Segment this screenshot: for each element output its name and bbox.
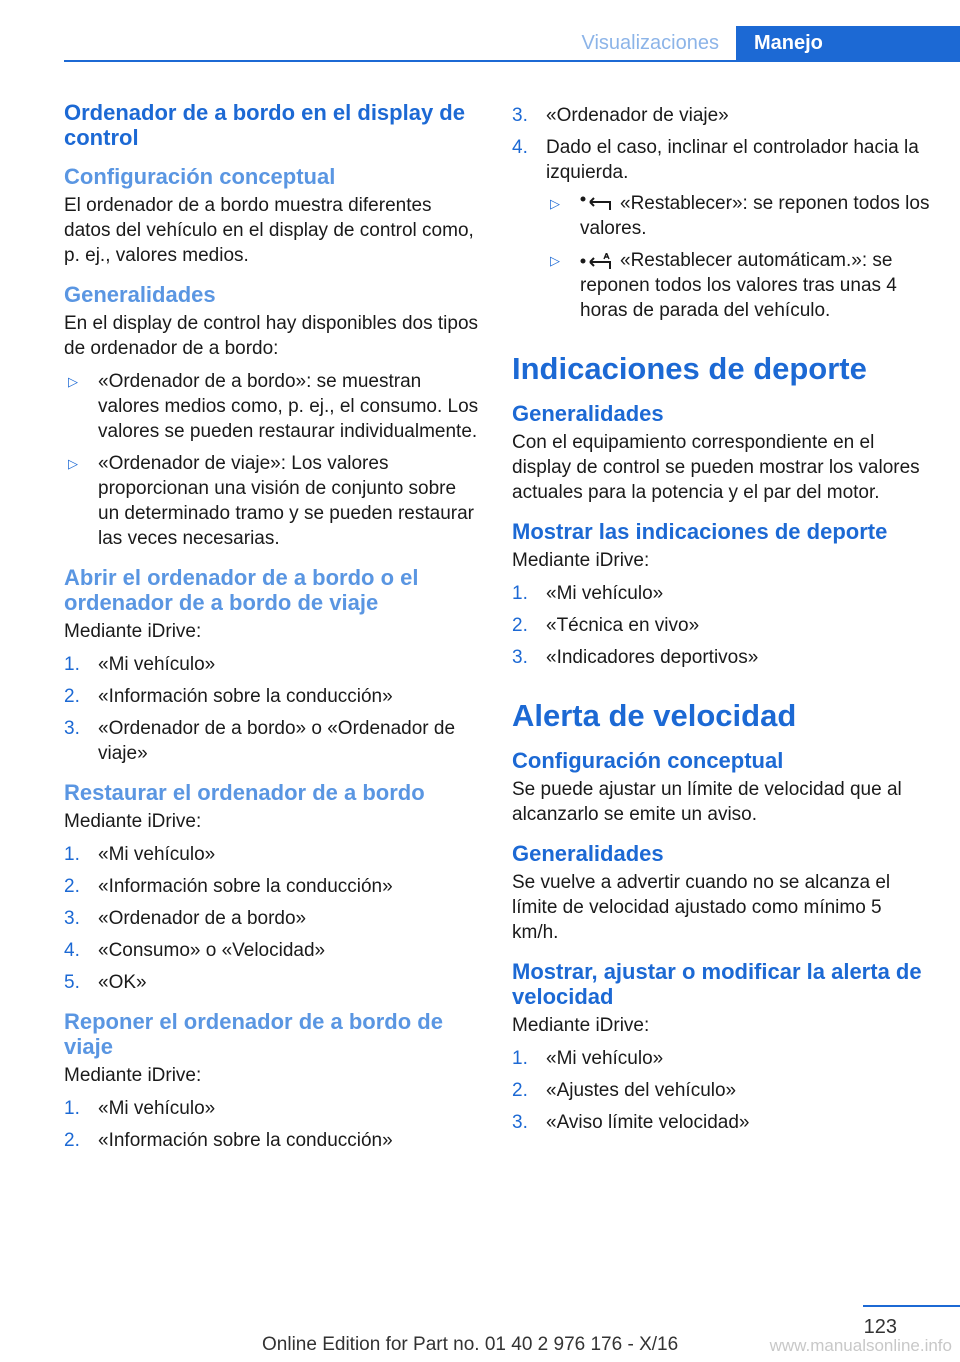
heading-general: Generalidades xyxy=(64,282,216,307)
list-item: 3. «Indicadores deportivos» xyxy=(512,647,759,668)
section-title-sport: Indicaciones de deporte xyxy=(512,351,867,386)
list-item: 2. «Información sobre la conducción» xyxy=(64,686,393,707)
heading-speed-concept: Configuración conceptual xyxy=(512,748,784,773)
text-speed-concept: Se puede ajustar un límite de velocidad que al alcanzarlo se emite un aviso. xyxy=(512,779,902,825)
header-chapter-tab: Manejo xyxy=(736,26,960,62)
text-reset-intro: Mediante iDrive: xyxy=(64,1065,202,1086)
text-concept: El ordenador de a bordo muestra diferentes datos del vehículo en el display de control como, p. ej., valores medios. xyxy=(64,195,474,266)
list-item: ▷ «Restablecer»: se reponen todos los valores. xyxy=(550,193,930,239)
restore-steps-list xyxy=(64,842,482,995)
triangle-right-icon: ▷ xyxy=(550,253,560,268)
list-item: ▷ «Ordenador de a bordo»: se muestran valores medios como, p. ej., el consumo. Los valores se pueden restaurar individualmente. xyxy=(68,371,479,442)
list-item: 3. «Ordenador de a bordo» xyxy=(64,908,307,929)
sport-steps-list xyxy=(512,581,932,670)
header-rule xyxy=(64,60,960,62)
list-item: 4. Dado el caso, inclinar el controlador hacia la izquierda. ▷ «Restablecer»: se reponen todos los valores. ▷ «Restablecer automáticam.»: se reponen todos los valores tras unas 4 horas de parada del vehículo. xyxy=(512,135,932,323)
heading-concept: Configuración conceptual xyxy=(64,164,336,189)
heading-speed-set: Mostrar, ajustar o modificar la alerta de velocidad xyxy=(512,959,922,1009)
list-item: 5. «OK» xyxy=(64,972,147,993)
open-steps-list xyxy=(64,652,482,766)
list-item: 1. «Mi vehículo» xyxy=(64,654,216,675)
heading-speed-general: Generalidades xyxy=(512,841,664,866)
reset-options-list xyxy=(546,191,932,323)
triangle-right-icon: ▷ xyxy=(68,456,78,471)
footer-rule xyxy=(863,1305,960,1307)
list-item: 3. «Aviso límite velocidad» xyxy=(512,1112,750,1133)
footer-edition: Online Edition for Part no. 01 40 2 976 176 - X/16 xyxy=(262,1334,679,1355)
text-sport-general: Con el equipamiento correspondiente en el display de control se pueden mostrar los valores actuales para la potencia y el par del motor. xyxy=(512,432,920,503)
text-general: En el display de control hay disponibles dos tipos de ordenador de a bordo: xyxy=(64,313,479,359)
list-item: 1. «Mi vehículo» xyxy=(64,844,216,865)
general-bullet-list xyxy=(64,369,482,551)
list-item: 2. «Información sobre la conducción» xyxy=(64,1130,393,1151)
header-section-tab: Visualizaciones xyxy=(581,32,719,54)
list-item: 1. «Mi vehículo» xyxy=(512,583,664,604)
auto-reset-icon xyxy=(580,253,612,269)
section-title-speed-alert: Alerta de velocidad xyxy=(512,698,797,733)
speed-steps-list xyxy=(512,1046,932,1135)
left-column xyxy=(64,100,482,1163)
triangle-right-icon: ▷ xyxy=(68,374,78,389)
text-speed-general: Se vuelve a advertir cuando no se alcanza el límite de velocidad ajustado como mínimo 5 km/h. xyxy=(512,872,891,943)
right-column xyxy=(512,100,932,1145)
text-open-intro: Mediante iDrive: xyxy=(64,621,202,642)
reset-icon xyxy=(580,196,612,212)
list-item: 2. «Ajustes del vehículo» xyxy=(512,1080,737,1101)
list-item: 2. «Técnica en vivo» xyxy=(512,615,700,636)
list-item: 4. «Consumo» o «Velocidad» xyxy=(64,940,326,961)
list-item: 3. «Ordenador de a bordo» o «Ordenador de viaje» xyxy=(64,718,456,764)
heading-open: Abrir el ordenador de a bordo o el ordenador de a bordo de viaje xyxy=(64,565,419,615)
triangle-right-icon: ▷ xyxy=(550,196,560,211)
heading-reset-trip: Reponer el ordenador de a bordo de viaje xyxy=(64,1009,443,1059)
heading-sport-general: Generalidades xyxy=(512,401,664,426)
text-speed-intro: Mediante iDrive: xyxy=(512,1015,650,1036)
page-number: 123 xyxy=(863,1316,897,1338)
list-item: 2. «Información sobre la conducción» xyxy=(64,876,393,897)
reset-steps-list xyxy=(64,1096,482,1153)
watermark: www.manualsonline.info xyxy=(769,1336,952,1355)
reset-steps-continued-list xyxy=(512,103,932,323)
heading-sport-show: Mostrar las indicaciones de deporte xyxy=(512,519,888,544)
text-restore-intro: Mediante iDrive: xyxy=(64,811,202,832)
section-title-board-computer: Ordenador de a bordo en el display de control xyxy=(64,100,465,150)
list-item: 1. «Mi vehículo» xyxy=(512,1048,664,1069)
list-item: ▷ «Restablecer automáticam.»: se reponen todos los valores tras unas 4 horas de parada del vehículo. xyxy=(550,250,897,321)
list-item: ▷ «Ordenador de viaje»: Los valores proporcionan una visión de conjunto sobre un determinado tramo y se pueden restaurar las veces necesarias. xyxy=(68,453,474,549)
list-item: 3. «Ordenador de viaje» xyxy=(512,105,729,126)
heading-restore: Restaurar el ordenador de a bordo xyxy=(64,780,425,805)
text-sport-intro: Mediante iDrive: xyxy=(512,550,650,571)
list-item: 1. «Mi vehículo» xyxy=(64,1098,216,1119)
